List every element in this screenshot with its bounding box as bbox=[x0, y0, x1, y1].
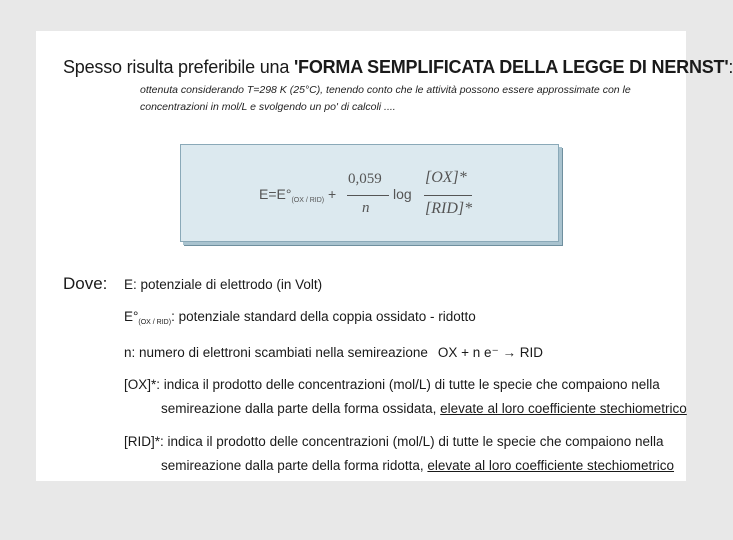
definition-ox-line-2-underlined: elevate al loro coefficiente stechiometrico bbox=[440, 401, 687, 416]
formula-log: log bbox=[393, 186, 412, 202]
intro-note-line-2: concentrazioni in mol/L e svolgendo un po' di calcoli .... bbox=[140, 101, 396, 113]
formula-rid: [RID]* bbox=[425, 200, 473, 217]
formula-plus: + bbox=[328, 186, 337, 202]
definition-ox-line-2 bbox=[161, 401, 687, 416]
dove-label: Dove: bbox=[63, 274, 108, 293]
definition-e0 bbox=[124, 309, 476, 326]
definition-rid-line-1: [RID]*: indica il prodotto delle concentrazioni (mol/L) di tutte le specie che compaiono nella bbox=[124, 434, 664, 449]
definition-rid-line-2-underlined: elevate al loro coefficiente stechiometrico bbox=[427, 458, 675, 473]
definition-ox-line-2-plain: semireazione dalla parte della forma ossidata, bbox=[161, 401, 441, 416]
intro-note-line-1: ottenuta considerando T=298 K (25°C), tenendo conto che le attività possono essere approssimate con le bbox=[140, 84, 631, 96]
formula-lhs bbox=[259, 186, 336, 204]
definition-e: E: potenziale di elettrodo (in Volt) bbox=[124, 277, 323, 292]
formula-fraction-bar bbox=[347, 195, 389, 196]
definition-rid-line-2 bbox=[161, 458, 674, 473]
formula-lhs-main: E=E° bbox=[259, 186, 292, 202]
definition-n bbox=[124, 345, 543, 361]
formula-log-fraction-bar bbox=[424, 195, 472, 196]
intro-suffix: : bbox=[728, 57, 733, 77]
definition-e0-main: E° bbox=[124, 309, 139, 324]
slide bbox=[36, 31, 733, 481]
formula-denominator: n bbox=[362, 200, 370, 216]
definition-rid-line-2-plain: semireazione dalla parte della forma ridotta, bbox=[161, 458, 428, 473]
definition-e0-sub: (OX / RID) bbox=[138, 319, 172, 326]
definition-n-text: n: numero di elettroni scambiati nella semireazione bbox=[124, 345, 428, 360]
formula-ox: [OX]* bbox=[425, 169, 467, 186]
intro-prefix: Spesso risulta preferibile una bbox=[63, 57, 294, 77]
intro-highlight: 'FORMA SEMPLIFICATA DELLA LEGGE DI NERNST' bbox=[293, 57, 729, 77]
definition-ox-line-1: [OX]*: indica il prodotto delle concentrazioni (mol/L) di tutte le specie che compaiono nella bbox=[124, 377, 660, 392]
formula-numerator: 0,059 bbox=[348, 171, 382, 187]
nernst-formula-box bbox=[180, 144, 559, 242]
half-reaction: OX + n e⁻ → RID bbox=[437, 345, 543, 360]
intro-heading bbox=[63, 57, 733, 78]
formula-lhs-sub: (OX / RID) bbox=[291, 197, 325, 204]
definition-e0-text: : potenziale standard della coppia ossidato - ridotto bbox=[171, 309, 476, 324]
